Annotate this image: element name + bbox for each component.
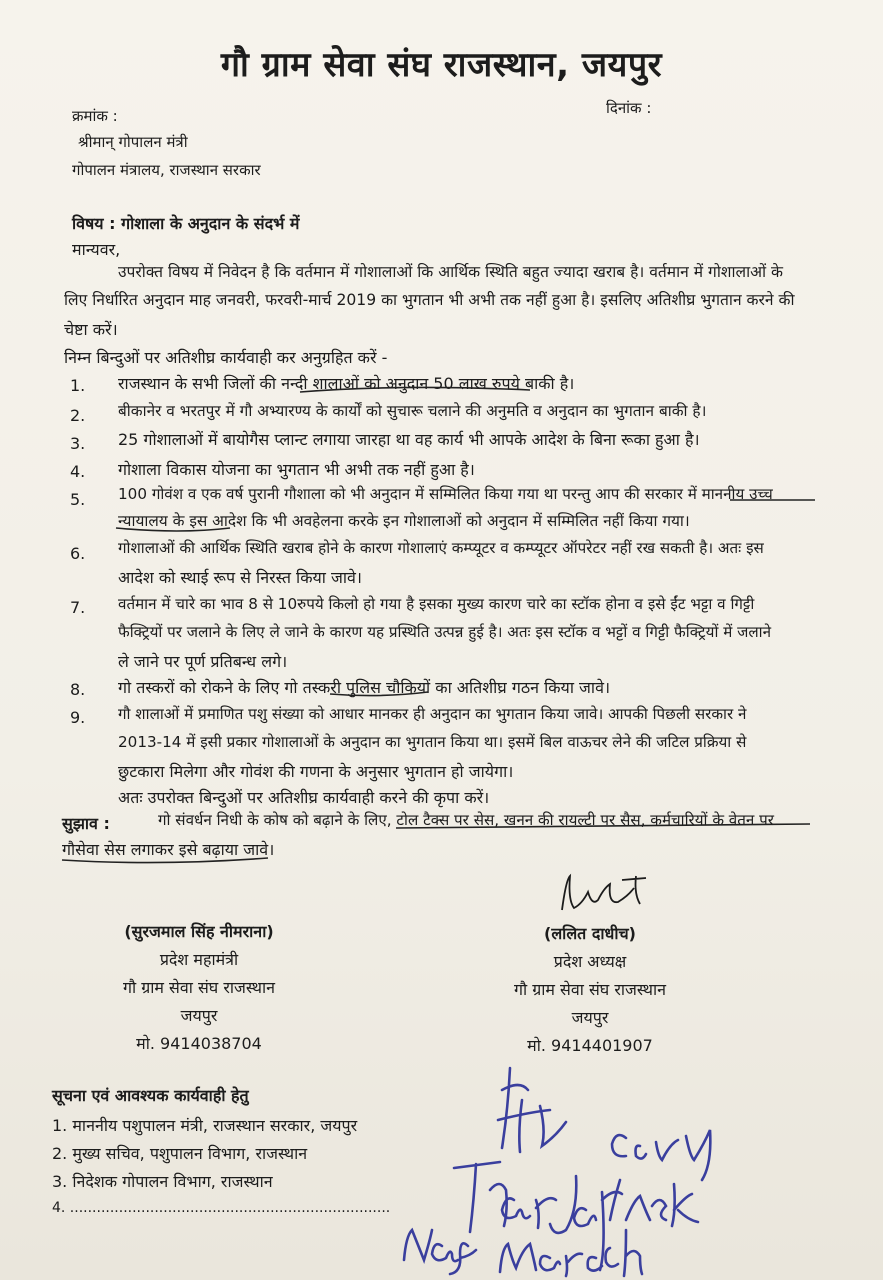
signatory-left bbox=[74, 918, 324, 1058]
point-text: 2013-14 में इसी प्रकार गोशालाओं के अनुदान का भुगतान किया था। इसमें बिल वाऊचर लेने की जटिल प्रक्रिया से bbox=[118, 733, 747, 751]
date-label: दिनांक : bbox=[606, 99, 652, 117]
point-text: ले जाने पर पूर्ण प्रतिबन्ध लगे। bbox=[118, 652, 288, 671]
signatory-organisation: गौ ग्राम सेवा संघ राजस्थान bbox=[513, 980, 667, 999]
signatory-name: (सुरजमाल सिंह नीमराना) bbox=[124, 922, 274, 941]
point-text: छुटकारा मिलेगा और गोवंश की गणना के अनुसार भुगतान हो जायेगा। bbox=[118, 762, 514, 781]
point-text: न्यायालय के इस आदेश कि भी अवहेलना करके इन गोशालाओं को अनुदान में सम्मिलित नहीं किया गया। bbox=[118, 512, 690, 530]
copy-to-item: 1. माननीय पशुपालन मंत्री, राजस्थान सरकार, जयपुर bbox=[52, 1116, 358, 1135]
closing-request: अतः उपरोक्त बिन्दुओं पर अतिशीघ्र कार्यवाही करने की कृपा करें। bbox=[118, 788, 490, 807]
point-text: आदेश को स्थाई रूप से निरस्त किया जावे। bbox=[118, 568, 362, 587]
points-intro: निम्न बिन्दुओं पर अतिशीघ्र कार्यवाही कर अनुग्रहित करें - bbox=[64, 348, 388, 367]
point-text: गोशाला विकास योजना का भुगतान भी अभी तक नहीं हुआ है। bbox=[118, 460, 475, 479]
signature-lalit bbox=[548, 870, 668, 920]
signatory-mobile: मो. 9414401907 bbox=[527, 1036, 653, 1055]
intro-line-3: चेष्टा करें। bbox=[64, 320, 118, 339]
signatory-name: (ललित दाधीच) bbox=[544, 924, 636, 943]
point-text: राजस्थान के सभी जिलों की नन्दी शालाओं को अनुदान 50 लाख रुपये बाकी है। bbox=[118, 374, 575, 393]
point-text: गोशालाओं की आर्थिक स्थिति खराब होने के कारण गोशालाएं कम्प्यूटर व कम्प्यूटर ऑपरेटर नहीं रख सकती है। अतः इस bbox=[118, 539, 764, 557]
letterhead-title: गौ ग्राम सेवा संघ राजस्थान, जयपुर bbox=[220, 45, 663, 85]
point-number: 3. bbox=[70, 434, 86, 453]
signatory-right bbox=[470, 920, 710, 1060]
copy-to-item: 4. ........................................................................ bbox=[52, 1200, 391, 1216]
signatory-city: जयपुर bbox=[180, 1006, 218, 1025]
intro-line-1: उपरोक्त विषय में निवेदन है कि वर्तमान में गोशालाओं कि आर्थिक स्थिति बहुत ज्यादा खराब है। वर्तमान में गोशालाओं के bbox=[118, 263, 784, 281]
suggestion-line-2: गौसेवा सेस लगाकर इसे बढ़ाया जावे। bbox=[62, 840, 275, 859]
point-number: 1. bbox=[70, 376, 86, 395]
point-text: 100 गोवंश व एक वर्ष पुरानी गौशाला को भी अनुदान में सम्मिलित किया गया था परन्तु आप की सरकार में माननीय उच्च bbox=[118, 485, 773, 503]
handwritten-endorsement bbox=[390, 1060, 750, 1278]
suggestion-label: सुझाव : bbox=[62, 814, 110, 833]
copy-to-item: 3. निदेशक गोपालन विभाग, राजस्थान bbox=[52, 1172, 273, 1191]
point-text: बीकानेर व भरतपुर में गौ अभ्यारण्य के कार्यों को सुचारू चलाने की अनुमति व अनुदान का भुगतान बाकी है। bbox=[118, 402, 707, 420]
intro-line-2: लिए निर्धारित अनुदान माह जनवरी, फरवरी-मार्च 2019 का भुगतान भी अभी तक नहीं हुआ है। इसलिए अतिशीघ्र भुगतान करने की bbox=[64, 291, 795, 309]
point-number: 2. bbox=[70, 406, 86, 425]
point-number: 5. bbox=[70, 490, 86, 509]
subject-line: विषय : गोशाला के अनुदान के संदर्भ में bbox=[72, 214, 300, 233]
point-text: वर्तमान में चारे का भाव 8 से 10रुपये किलो हो गया है इसका मुख्य कारण चारे का स्टॉक होना व इसे ईंट भट्टा व गिट्टी bbox=[118, 595, 755, 613]
salutation: मान्यवर, bbox=[72, 240, 121, 259]
addressee-name: श्रीमान् गोपालन मंत्री bbox=[78, 133, 188, 151]
point-number: 9. bbox=[70, 708, 86, 727]
signatory-designation: प्रदेश अध्यक्ष bbox=[553, 952, 627, 971]
point-number: 6. bbox=[70, 544, 86, 563]
point-number: 8. bbox=[70, 680, 86, 699]
suggestion-line-1: गो संवर्धन निधी के कोष को बढ़ाने के लिए, टोल टैक्स पर सेस, खनन की रायल्टी पर सैस, कर्मचारियों के वेतन पर bbox=[158, 811, 775, 829]
point-text: फैक्ट्रियों पर जलाने के लिए ले जाने के कारण यह प्रस्थिति उत्पन्न हुई है। अतः इस स्टॉक व भट्टों व गिट्टी फैक्ट्रियों में जलाने bbox=[118, 623, 772, 641]
copy-to-heading: सूचना एवं आवश्यक कार्यवाही हेतु bbox=[52, 1086, 249, 1105]
reference-number-label: क्रमांक : bbox=[72, 107, 118, 125]
signatory-city: जयपुर bbox=[571, 1008, 609, 1027]
point-number: 7. bbox=[70, 598, 86, 617]
addressee-office: गोपालन मंत्रालय, राजस्थान सरकार bbox=[72, 161, 261, 179]
point-text: गौ शालाओं में प्रमाणित पशु संख्या को आधार मानकर ही अनुदान का भुगतान किया जावे। आपकी पिछली सरकार ने bbox=[118, 705, 747, 723]
signatory-mobile: मो. 9414038704 bbox=[136, 1034, 262, 1053]
point-number: 4. bbox=[70, 462, 86, 481]
point-text: 25 गोशालाओं में बायोगैस प्लान्ट लगाया जारहा था वह कार्य भी आपके आदेश के बिना रूका हुआ है। bbox=[118, 430, 700, 449]
point-text: गो तस्करों को रोकने के लिए गो तस्करी पुलिस चौकियों का अतिशीघ्र गठन किया जावे। bbox=[118, 678, 611, 697]
signatory-designation: प्रदेश महामंत्री bbox=[159, 950, 239, 969]
signatory-organisation: गौ ग्राम सेवा संघ राजस्थान bbox=[122, 978, 276, 997]
copy-to-item: 2. मुख्य सचिव, पशुपालन विभाग, राजस्थान bbox=[52, 1144, 308, 1163]
